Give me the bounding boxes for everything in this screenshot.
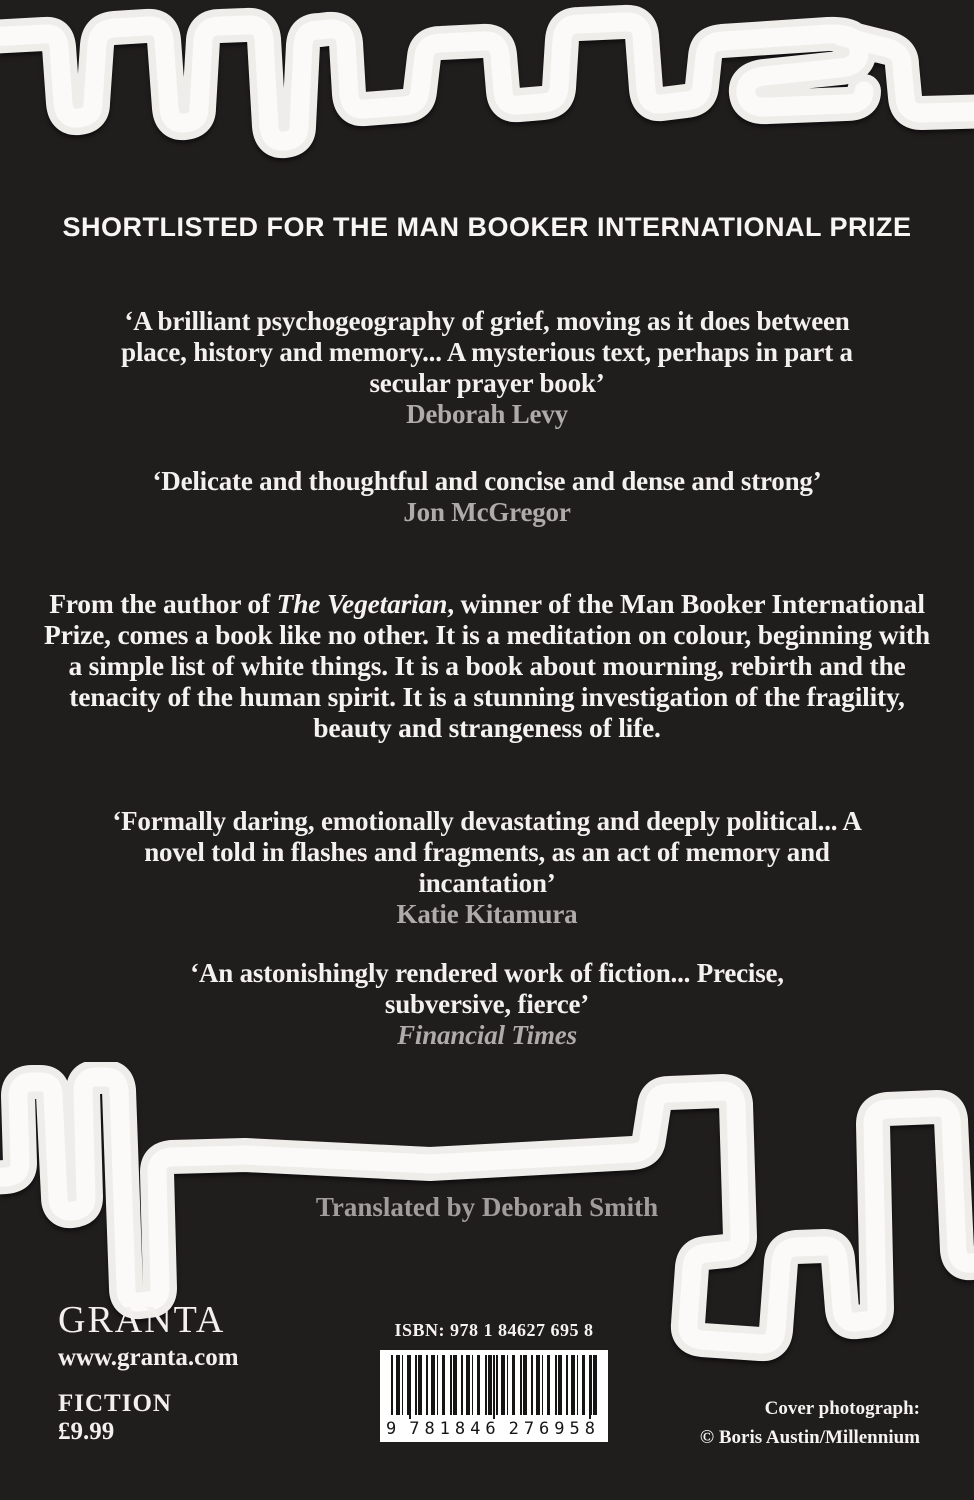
review-attribution: Katie Kitamura <box>396 899 578 929</box>
review-blurb <box>117 306 857 430</box>
barcode-digit-group: 9 <box>386 1419 402 1439</box>
review-attribution: Financial Times <box>397 1020 577 1050</box>
award-banner: SHORTLISTED FOR THE MAN BOOKER INTERNATIONAL PRIZE <box>62 212 912 242</box>
publisher-website: www.granta.com <box>58 1344 239 1371</box>
category-label: FICTION <box>58 1390 172 1417</box>
photo-credit <box>700 1394 920 1452</box>
description-text: From the author of <box>49 588 277 619</box>
publisher-logo: GRANTA <box>58 1299 226 1341</box>
review-quote: ‘An astonishingly rendered work of fiction... Precise, subversive, fierce’ <box>190 958 784 1019</box>
referenced-title: The Vegetarian <box>276 588 448 619</box>
review-blurb <box>97 806 877 930</box>
barcode-digits <box>380 1419 608 1439</box>
barcode-digit-group: 781846 <box>409 1419 501 1439</box>
description-text: , winner of the Man Booker International Prize, comes a book like no other. It is a meditation on colour, beginning with a simple list of white things. It is a book about mourning, rebirth and the tenacity of the human spirit. It is a stunning investigation of the fragility, beauty and strangeness of life. <box>44 588 930 743</box>
barcode <box>380 1350 608 1442</box>
review-blurb <box>137 958 837 1051</box>
photo-credit-line: © Boris Austin/Millennium <box>699 1427 920 1448</box>
translator-credit: Translated by Deborah Smith <box>315 1192 659 1222</box>
photo-credit-line: Cover photograph: <box>764 1398 920 1419</box>
review-attribution: Jon McGregor <box>403 497 571 527</box>
review-quote: ‘Formally daring, emotionally devastating and deeply political... A novel told in flashes and fragments, as an act of memory and incantation’ <box>112 806 862 898</box>
isbn-label: ISBN: 978 1 84627 695 8 <box>394 1320 594 1340</box>
review-attribution: Deborah Levy <box>406 399 568 429</box>
review-quote: ‘A brilliant psychogeography of grief, moving as it does between place, history and memory... A mysterious text, perhaps in part a secular prayer book’ <box>121 306 853 398</box>
top-paint-squiggle <box>0 0 974 170</box>
review-quote: ‘Delicate and thoughtful and concise and dense and strong’ <box>152 466 822 496</box>
barcode-digit-group: 276958 <box>508 1419 600 1439</box>
review-blurb <box>72 466 902 528</box>
price-label: £9.99 <box>58 1418 115 1445</box>
book-description <box>42 588 932 743</box>
